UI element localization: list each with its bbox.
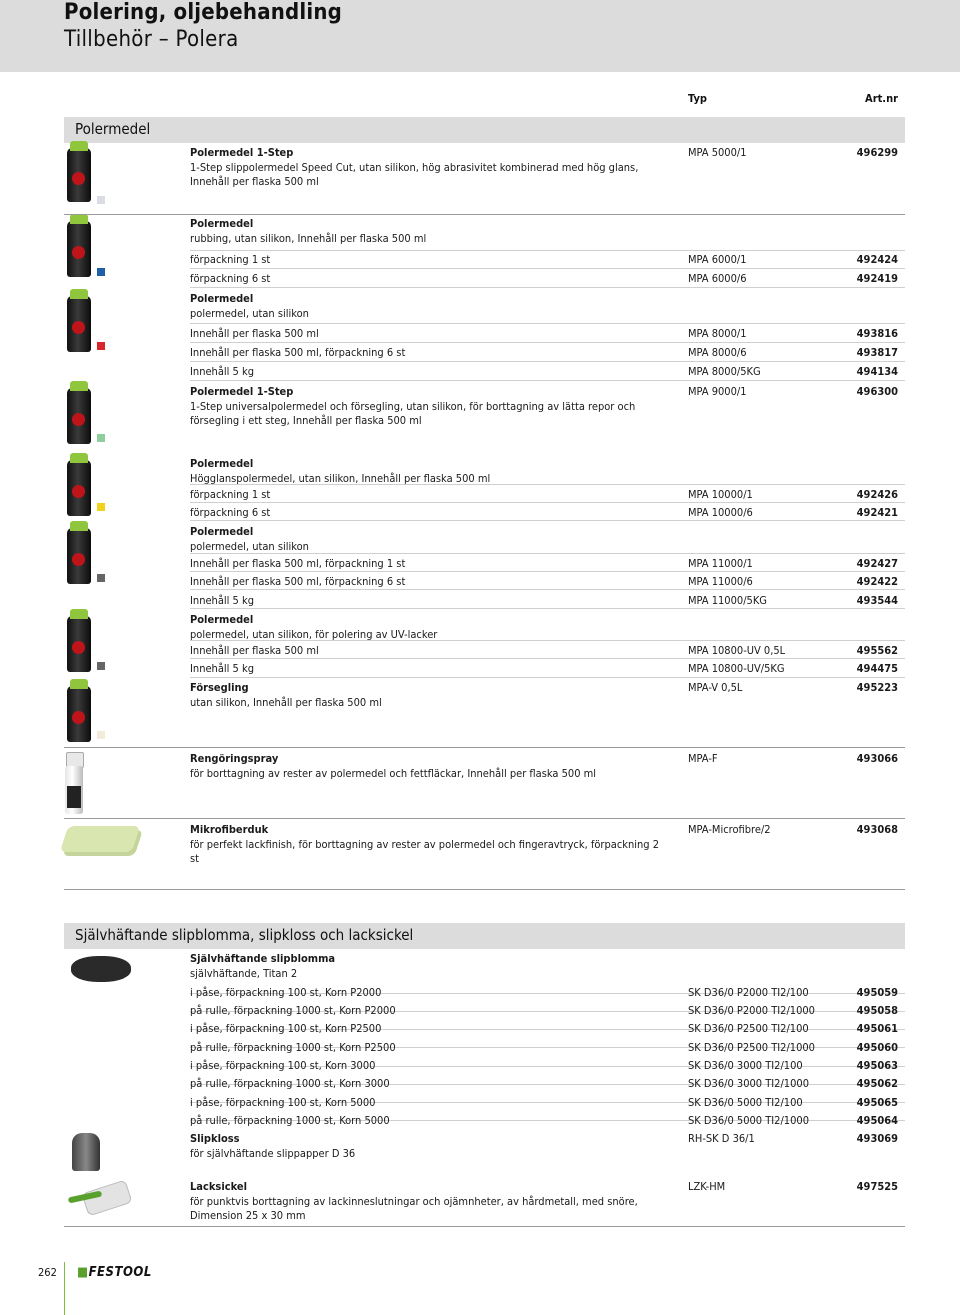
sanding-disc-image	[71, 956, 131, 982]
product-title: Självhäftande slipblomma	[190, 952, 336, 965]
product-description: 1-Step universalpolermedel och försegling, utan silikon, för borttagning av lätta repor och försegling i ett steg, Innehåll per flaska 500 ml	[190, 399, 636, 427]
page-number: 262	[38, 1266, 57, 1279]
product-type: MPA 10800-UV/5KG	[688, 662, 785, 675]
color-code-swatch	[97, 731, 105, 739]
product-description: Innehåll per flaska 500 ml, förpackning 1 st	[190, 557, 406, 570]
product-type: MPA 8000/1	[688, 327, 747, 340]
product-title: Försegling	[190, 681, 249, 694]
row-description	[190, 986, 660, 1001]
row-description	[190, 575, 660, 590]
product-description: i påse, förpackning 100 st, Korn P2000	[190, 986, 382, 999]
row-description	[190, 1004, 660, 1019]
row-divider	[190, 287, 905, 288]
product-type: MPA 10000/6	[688, 506, 753, 519]
product-type: MPA 8000/6	[688, 346, 747, 359]
row-description	[190, 1059, 660, 1074]
polish-bottle-image	[67, 460, 91, 516]
footer-divider	[64, 1262, 65, 1315]
row-description	[190, 457, 660, 486]
product-type: MPA 5000/1	[688, 146, 747, 159]
article-number: 497525	[856, 1180, 898, 1193]
product-type: MPA 11000/5KG	[688, 594, 767, 607]
product-description: utan silikon, Innehåll per flaska 500 ml	[190, 695, 382, 709]
polish-bottle-image	[67, 221, 91, 277]
product-description: polermedel, utan silikon	[190, 306, 309, 320]
row-description	[190, 823, 660, 867]
group-divider	[64, 818, 905, 819]
festool-logo: ■FESTOOL	[77, 1265, 152, 1280]
row-divider	[190, 677, 905, 678]
row-description	[190, 644, 660, 659]
row-description	[190, 1114, 660, 1129]
product-description: på rulle, förpackning 1000 st, Korn 3000	[190, 1077, 390, 1090]
product-type: MPA-F	[688, 752, 718, 765]
product-description: Innehåll per flaska 500 ml	[190, 644, 319, 657]
paint-sickle-image	[66, 1180, 132, 1216]
product-description: på rulle, förpackning 1000 st, Korn P2000	[190, 1004, 396, 1017]
row-divider	[190, 342, 905, 343]
row-description	[190, 272, 660, 287]
product-description: i påse, förpackning 100 st, Korn 5000	[190, 1096, 376, 1109]
product-description: förpackning 6 st	[190, 272, 271, 285]
product-description: självhäftande, Titan 2	[190, 966, 298, 980]
row-description	[190, 662, 660, 677]
page-subtitle: Tillbehör – Polera	[64, 27, 239, 52]
product-type: SK D36/0 3000 TI2/100	[688, 1059, 803, 1072]
polish-bottle-image	[67, 148, 91, 202]
row-description	[190, 488, 660, 503]
sanding-block-image	[72, 1133, 100, 1171]
polish-bottle-image	[67, 616, 91, 672]
row-divider	[190, 361, 905, 362]
article-number: 495064	[856, 1114, 898, 1127]
product-type: MPA-Microfibre/2	[688, 823, 771, 836]
product-description: Innehåll per flaska 500 ml, förpackning 6 st	[190, 346, 406, 359]
row-description	[190, 292, 660, 321]
row-description	[190, 327, 660, 342]
row-description	[190, 594, 660, 609]
color-code-swatch	[97, 503, 105, 511]
product-type: MPA 6000/1	[688, 253, 747, 266]
product-title: Polermedel	[190, 525, 254, 538]
article-number: 492422	[856, 575, 898, 588]
article-number: 495059	[856, 986, 898, 999]
product-type: SK D36/0 3000 TI2/1000	[688, 1077, 809, 1090]
color-code-swatch	[97, 196, 105, 204]
product-type: MPA 6000/6	[688, 272, 747, 285]
product-description: i påse, förpackning 100 st, Korn 3000	[190, 1059, 376, 1072]
color-code-swatch	[97, 434, 105, 442]
row-description	[190, 385, 660, 429]
product-type: MPA 10000/1	[688, 488, 753, 501]
row-description	[190, 1077, 660, 1092]
polish-bottle-image	[67, 296, 91, 352]
row-description	[190, 217, 660, 246]
product-description: förpackning 1 st	[190, 488, 271, 501]
article-number: 495063	[856, 1059, 898, 1072]
article-number: 496300	[856, 385, 898, 398]
product-type: MPA 8000/5KG	[688, 365, 761, 378]
article-number: 495058	[856, 1004, 898, 1017]
product-type: SK D36/0 5000 TI2/100	[688, 1096, 803, 1109]
product-type: SK D36/0 P2000 TI2/100	[688, 986, 809, 999]
row-description	[190, 1096, 660, 1111]
article-number: 492421	[856, 506, 898, 519]
article-number: 495062	[856, 1077, 898, 1090]
product-title: Mikrofiberduk	[190, 823, 269, 836]
polish-bottle-image	[67, 528, 91, 584]
product-type: SK D36/0 P2500 TI2/100	[688, 1022, 809, 1035]
article-number: 493069	[856, 1132, 898, 1145]
product-description: 1-Step slippolermedel Speed Cut, utan silikon, hög abrasivitet kombinerad med hög glans, Innehåll per flaska 500 ml	[190, 160, 639, 188]
product-description: Innehåll 5 kg	[190, 662, 254, 675]
article-number: 493544	[856, 594, 898, 607]
row-divider	[190, 250, 905, 251]
product-type: MPA 11000/1	[688, 557, 753, 570]
color-code-swatch	[97, 662, 105, 670]
article-number: 495562	[856, 644, 898, 657]
article-number: 493068	[856, 823, 898, 836]
product-type: LZK-HM	[688, 1180, 726, 1193]
product-title: Lacksickel	[190, 1180, 247, 1193]
product-type: SK D36/0 5000 TI2/1000	[688, 1114, 809, 1127]
product-description: Högglanspolermedel, utan silikon, Innehåll per flaska 500 ml	[190, 471, 491, 485]
group-divider	[64, 889, 905, 890]
page-title: Polering, oljebehandling	[64, 0, 343, 25]
row-description	[190, 557, 660, 572]
article-number: 496299	[856, 146, 898, 159]
microfiber-cloth-image	[60, 826, 140, 852]
color-code-swatch	[97, 342, 105, 350]
product-description: Innehåll 5 kg	[190, 365, 254, 378]
article-number: 495223	[856, 681, 898, 694]
color-code-swatch	[97, 268, 105, 276]
article-number: 494475	[856, 662, 898, 675]
row-description	[190, 613, 660, 642]
row-description	[190, 1041, 660, 1056]
product-description: för självhäftande slippapper D 36	[190, 1146, 356, 1160]
article-number: 494134	[856, 365, 898, 378]
product-description: rubbing, utan silikon, Innehåll per flaska 500 ml	[190, 231, 427, 245]
product-description: på rulle, förpackning 1000 st, Korn P2500	[190, 1041, 396, 1054]
product-description: förpackning 1 st	[190, 253, 271, 266]
product-title: Polermedel	[190, 292, 254, 305]
article-number: 492426	[856, 488, 898, 501]
article-number: 493817	[856, 346, 898, 359]
product-description: Innehåll per flaska 500 ml	[190, 327, 319, 340]
article-number: 495065	[856, 1096, 898, 1109]
row-description	[190, 681, 660, 710]
page-header	[0, 0, 960, 72]
article-number: 495060	[856, 1041, 898, 1054]
section-heading-polermedel: Polermedel	[64, 117, 905, 143]
article-number: 492424	[856, 253, 898, 266]
product-type: MPA 10800-UV 0,5L	[688, 644, 786, 657]
product-description: på rulle, förpackning 1000 st, Korn 5000	[190, 1114, 390, 1127]
row-description	[190, 952, 660, 981]
article-number: 492427	[856, 557, 898, 570]
article-number: 493066	[856, 752, 898, 765]
product-description: för perfekt lackfinish, för borttagning av rester av polermedel och fingeravtryck, förpackning 2 st	[190, 837, 660, 865]
product-description: Innehåll per flaska 500 ml, förpackning 6 st	[190, 575, 406, 588]
polish-bottle-image	[67, 388, 91, 444]
product-description: Innehåll 5 kg	[190, 594, 254, 607]
column-header-art: Art.nr	[865, 92, 898, 105]
product-title: Polermedel	[190, 457, 254, 470]
row-description	[190, 253, 660, 268]
product-description: förpackning 6 st	[190, 506, 271, 519]
row-description	[190, 1132, 660, 1161]
color-code-swatch	[97, 574, 105, 582]
row-divider	[190, 323, 905, 324]
row-description	[190, 365, 660, 380]
article-number: 495061	[856, 1022, 898, 1035]
product-type: SK D36/0 P2500 TI2/1000	[688, 1041, 815, 1054]
row-description	[190, 506, 660, 521]
group-divider	[64, 1226, 905, 1227]
product-description: polermedel, utan silikon	[190, 539, 309, 553]
polish-bottle-image	[67, 686, 91, 742]
product-title: Polermedel	[190, 613, 254, 626]
group-divider	[64, 214, 905, 215]
product-type: RH-SK D 36/1	[688, 1132, 755, 1145]
section-heading-slip: Självhäftande slipblomma, slipkloss och lacksickel	[64, 923, 905, 949]
product-type: SK D36/0 P2000 TI2/1000	[688, 1004, 815, 1017]
product-title: Polermedel 1-Step	[190, 385, 294, 398]
product-description: för borttagning av rester av polermedel och fettfläckar, Innehåll per flaska 500 ml	[190, 766, 597, 780]
product-type: MPA-V 0,5L	[688, 681, 743, 694]
group-divider	[64, 747, 905, 748]
row-description	[190, 1022, 660, 1037]
article-number: 493816	[856, 327, 898, 340]
product-type: MPA 11000/6	[688, 575, 753, 588]
row-divider	[190, 380, 905, 381]
row-divider	[190, 268, 905, 269]
spray-bottle-image	[62, 752, 86, 814]
row-description	[190, 525, 660, 554]
product-title: Slipkloss	[190, 1132, 240, 1145]
product-type: MPA 9000/1	[688, 385, 747, 398]
product-title: Polermedel 1-Step	[190, 146, 294, 159]
row-description	[190, 752, 660, 781]
product-description: för punktvis borttagning av lackinneslutningar och ojämnheter, av hårdmetall, med snöre, Dimension 25 x 30 mm	[190, 1194, 638, 1222]
product-title: Rengöringspray	[190, 752, 279, 765]
row-description	[190, 346, 660, 361]
product-description: polermedel, utan silikon, för polering av UV-lacker	[190, 627, 438, 641]
product-title: Polermedel	[190, 217, 254, 230]
product-description: i påse, förpackning 100 st, Korn P2500	[190, 1022, 382, 1035]
row-description	[190, 146, 660, 190]
column-header-type: Typ	[688, 92, 707, 105]
row-description	[190, 1180, 660, 1224]
article-number: 492419	[856, 272, 898, 285]
